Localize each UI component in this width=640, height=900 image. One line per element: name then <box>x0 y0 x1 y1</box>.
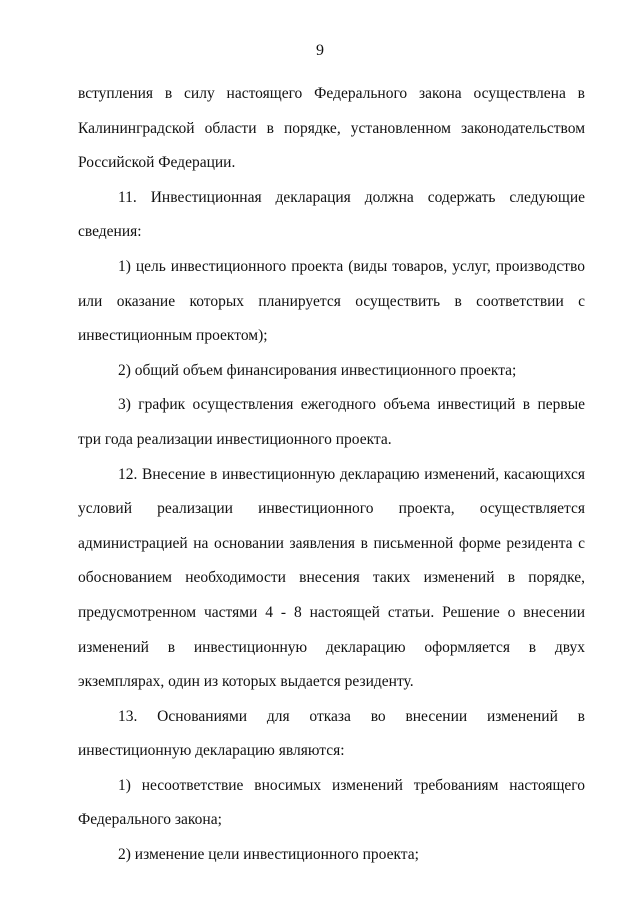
paragraph-item-11-1: 1) цель инвестиционного проекта (виды товаров, услуг, производство или оказание которых планируется осуществить в соответствии с инвестиционным проектом); <box>78 257 585 345</box>
paragraph-item-11-3: 3) график осуществления ежегодного объема инвестиций в первые три года реализации инвестиционного проекта. <box>78 396 585 448</box>
paragraph-item-11: 11. Инвестиционная декларация должна содержать следующие сведения: <box>78 188 585 241</box>
page-number: 9 <box>316 42 324 59</box>
document-body <box>78 77 585 873</box>
paragraph-item-11-2: 2) общий объем финансирования инвестиционного проекта; <box>118 361 517 379</box>
paragraph-item-13: 13. Основаниями для отказа во внесении изменений в инвестиционную декларацию являются: <box>78 707 585 760</box>
paragraph-continuation: вступления в силу настоящего Федерального закона осуществлена в Калининградской области в порядке, установленном законодательством Российской Федерации. <box>78 85 585 172</box>
paragraph-item-13-2: 2) изменение цели инвестиционного проекта; <box>118 846 419 864</box>
paragraph-item-13-1: 1) несоответствие вносимых изменений требованиям настоящего Федерального закона; <box>78 776 585 829</box>
paragraph-item-12: 12. Внесение в инвестиционную декларацию изменений, касающихся условий реализации инвестиционного проекта, осуществляется администрацией на основании заявления в письменной форме резидента с обоснованием необходимости внесения таких изменений в порядке, предусмотренном частями 4 - 8 настоящей статьи. Решение о внесении изменений в инвестиционную декларацию оформляется в двух экземплярах, один из которых выдается резиденту. <box>78 465 585 691</box>
